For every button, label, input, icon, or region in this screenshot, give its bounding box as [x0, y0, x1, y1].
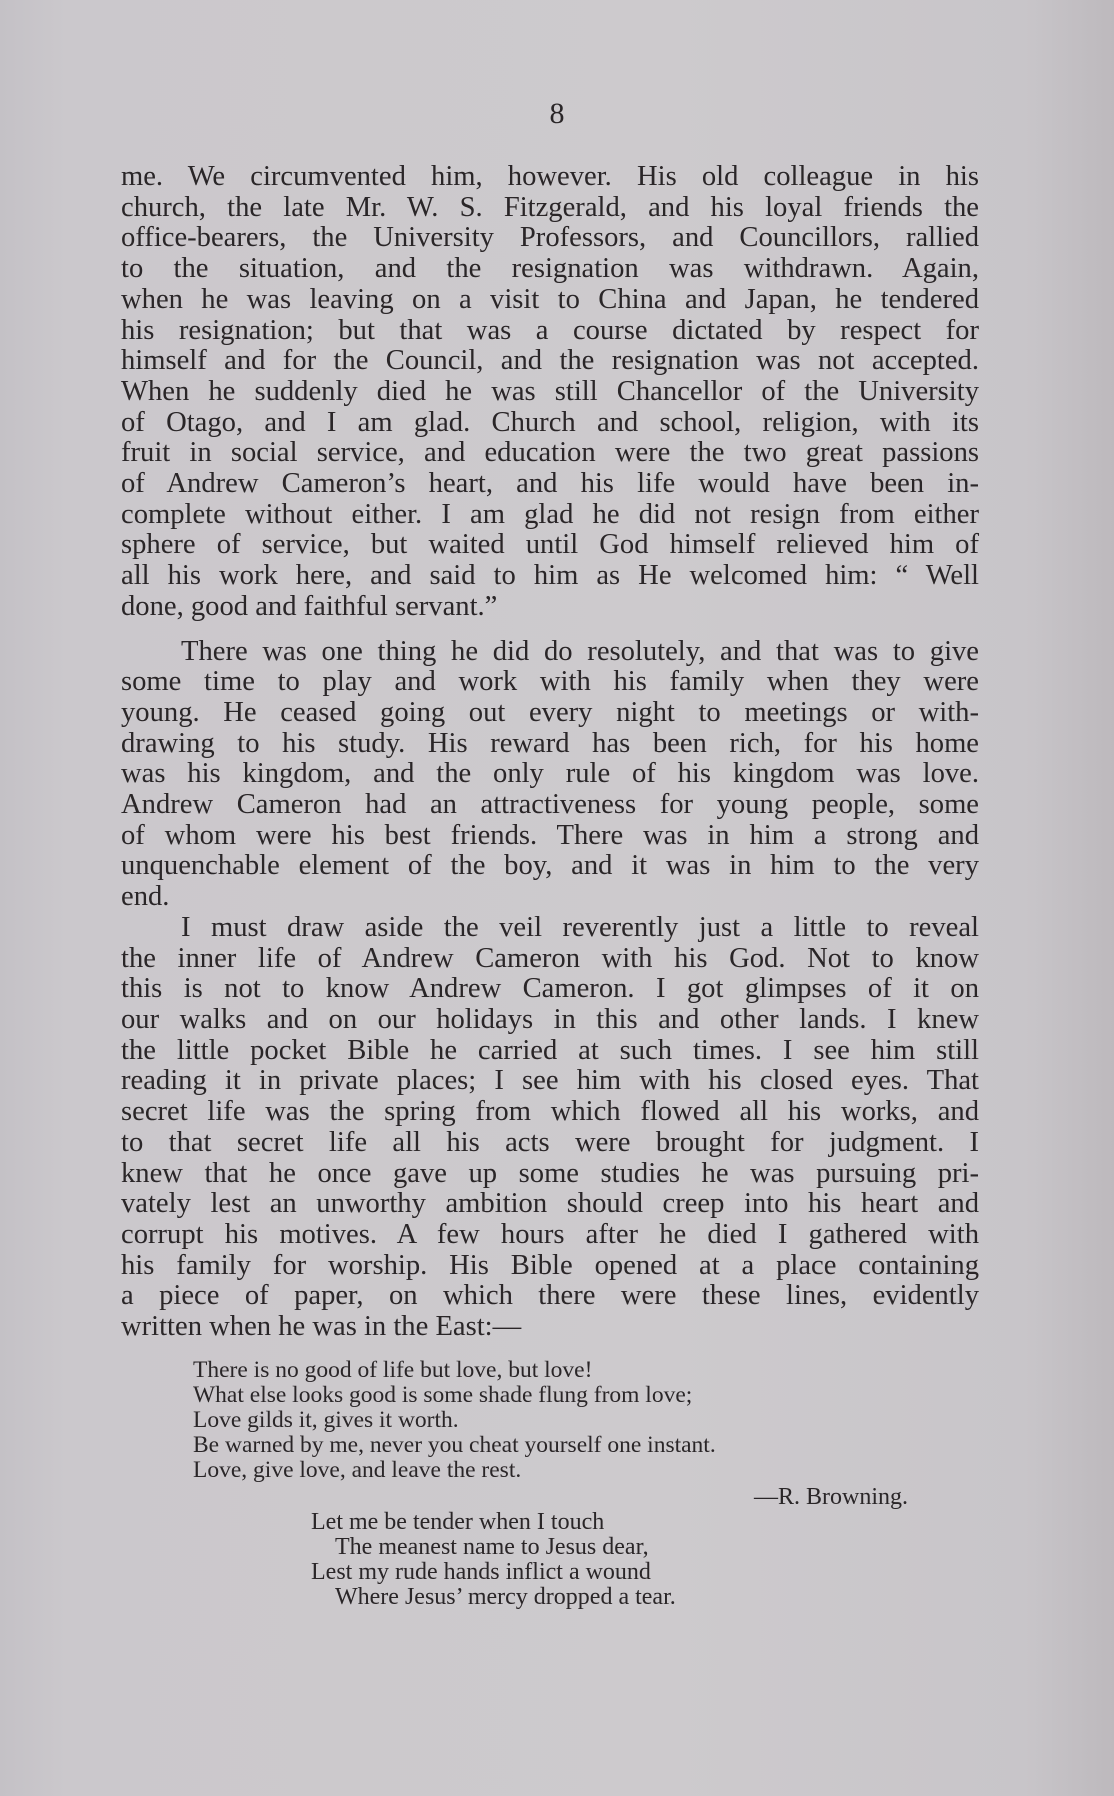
- poem-attribution: —R. Browning.: [753, 1484, 908, 1510]
- text-line: fruit in social service, and education were the two great passions: [121, 437, 979, 469]
- text-line: his resignation; but that was a course dictated by respect for: [121, 314, 979, 346]
- text-line: himself and for the Council, and the resignation was not accepted.: [121, 345, 979, 377]
- hymn-line: Where Jesus’ mercy dropped a tear.: [335, 1584, 676, 1610]
- text-line: the inner life of Andrew Cameron with his God. Not to know: [121, 942, 979, 974]
- text-line: when he was leaving on a visit to China and Japan, he tendered: [121, 283, 979, 315]
- text-line: to that secret life all his acts were brought for judgment. I: [121, 1126, 979, 1158]
- text-line: Andrew Cameron had an attractiveness for young people, some: [121, 789, 979, 821]
- text-line: was his kingdom, and the only rule of his kingdom was love.: [121, 758, 979, 790]
- text-line: a piece of paper, on which there were these lines, evidently: [121, 1280, 979, 1312]
- text-line: vately lest an unworthy ambition should creep into his heart and: [121, 1188, 979, 1220]
- text-line: I must draw aside the veil reverently just a little to reveal: [181, 911, 979, 943]
- poem-line: What else looks good is some shade flung from love;: [193, 1382, 693, 1408]
- poem-line: Love gilds it, gives it worth.: [193, 1407, 459, 1433]
- text-line: this is not to know Andrew Cameron. I got glimpses of it on: [121, 973, 979, 1005]
- text-line: knew that he once gave up some studies he was pursuing pri-: [121, 1157, 979, 1189]
- poem-line: Be warned by me, never you cheat yourself one instant.: [193, 1432, 716, 1458]
- text-line: corrupt his motives. A few hours after he died I gathered with: [121, 1218, 979, 1250]
- text-line: end.: [121, 881, 170, 913]
- text-line: our walks and on our holidays in this and other lands. I knew: [121, 1003, 979, 1035]
- text-line: some time to play and work with his family when they were: [121, 666, 979, 698]
- text-line: reading it in private places; I see him with his closed eyes. That: [121, 1065, 979, 1097]
- paragraph-3: [121, 913, 979, 1343]
- hymn-line: Let me be tender when I touch: [311, 1509, 605, 1535]
- text-line: There was one thing he did do resolutely, and that was to give: [181, 635, 979, 667]
- poem-line: There is no good of life but love, but love!: [193, 1357, 593, 1383]
- browning-quote: [193, 1358, 908, 1483]
- text-line: of Otago, and I am glad. Church and school, religion, with its: [121, 406, 979, 438]
- text-line: all his work here, and said to him as He welcomed him: “ Well: [121, 560, 979, 592]
- body-text: [121, 162, 979, 1343]
- text-line: written when he was in the East:—: [121, 1311, 522, 1343]
- text-line: drawing to his study. His reward has been rich, for his home: [121, 727, 979, 759]
- page-number: 8: [549, 97, 565, 130]
- text-line: secret life was the spring from which flowed all his works, and: [121, 1096, 979, 1128]
- text-line: of whom were his best friends. There was in him a strong and: [121, 819, 979, 851]
- paragraph-2: [121, 637, 979, 913]
- hymn-quote: [311, 1510, 831, 1610]
- text-line: to the situation, and the resignation was withdrawn. Again,: [121, 253, 979, 285]
- text-line: unquenchable element of the boy, and it was in him to the very: [121, 850, 979, 882]
- poem-line: Love, give love, and leave the rest.: [193, 1457, 522, 1483]
- hymn-line: Lest my rude hands inflict a wound: [311, 1559, 651, 1585]
- text-line: office-bearers, the University Professors, and Councillors, rallied: [121, 222, 979, 254]
- paragraph-1: [121, 162, 979, 623]
- text-line: the little pocket Bible he carried at such times. I see him still: [121, 1034, 979, 1066]
- text-line: complete without either. I am glad he did not resign from either: [121, 498, 979, 530]
- text-line: When he suddenly died he was still Chancellor of the University: [121, 375, 979, 407]
- text-line: his family for worship. His Bible opened at a place containing: [121, 1249, 979, 1281]
- hymn-line: The meanest name to Jesus dear,: [335, 1534, 649, 1560]
- text-line: of Andrew Cameron’s heart, and his life would have been in-: [121, 468, 979, 500]
- text-line: sphere of service, but waited until God himself relieved him of: [121, 529, 979, 561]
- text-line: me. We circumvented him, however. His old colleague in his: [121, 161, 979, 192]
- text-line: church, the late Mr. W. S. Fitzgerald, and his loyal friends the: [121, 191, 979, 223]
- text-line: young. He ceased going out every night to meetings or with-: [121, 696, 979, 728]
- text-line: done, good and faithful servant.”: [121, 590, 498, 622]
